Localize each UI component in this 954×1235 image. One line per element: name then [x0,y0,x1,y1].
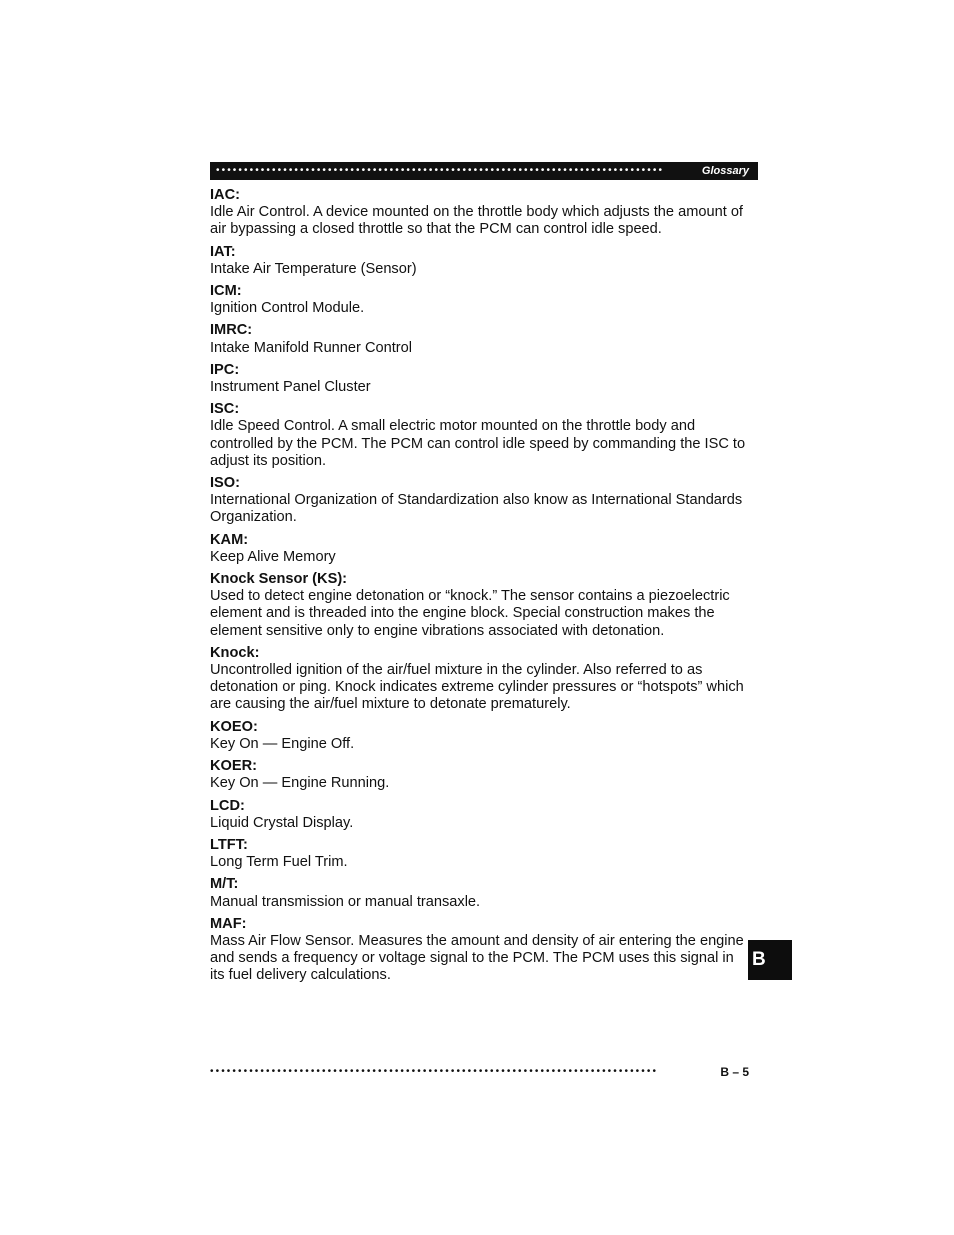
glossary-definition: Uncontrolled ignition of the air/fuel mixture in the cylinder. Also referred to as detonation or ping. Knock indicates extreme cylinder pressures or “hotspots” which are causing the air/fuel mixture to detonate prematurely. [210,662,744,713]
glossary-term: IAC: [210,187,240,203]
glossary-definition: Keep Alive Memory [210,548,336,565]
glossary-definition: Idle Air Control. A device mounted on the throttle body which adjusts the amount of air bypassing a closed throttle so that the PCM can control idle speed. [210,204,743,238]
glossary-term: ISO: [210,475,240,492]
section-header-bar [210,162,758,180]
glossary-entry [210,719,750,753]
glossary-term: KOER: [210,758,258,775]
glossary-entry [210,571,750,640]
glossary-definition: Ignition Control Module. [210,300,365,317]
glossary-entry [210,532,750,566]
glossary-term: IPC: [210,361,240,378]
glossary-term: Knock Sensor (KS): [210,571,348,588]
glossary-entry [210,244,750,278]
glossary-definition: Liquid Crystal Display. [210,814,354,831]
glossary-term: IAT: [210,243,236,260]
page-footer [210,1063,755,1081]
glossary-term: IMRC: [210,322,253,339]
glossary-term: LCD: [210,797,245,814]
glossary-term: KAM: [210,531,249,548]
glossary-definition: Intake Manifold Runner Control [210,339,412,356]
glossary-term: LTFT: [210,836,248,853]
glossary-list [210,187,750,990]
header-dot-leader: •••••••••••••••••••••••••••••••••••••••••••••••••••••••••••••••••••••••••••••••• [216,165,665,176]
glossary-entry [210,322,750,356]
glossary-definition: Instrument Panel Cluster [210,379,371,396]
glossary-definition: Long Term Fuel Trim. [210,854,348,871]
glossary-entry [210,876,750,910]
glossary-definition: International Organization of Standardization also know as International Standards Organization. [210,492,743,526]
glossary-term: ICM: [210,283,242,300]
glossary-term: M/T: [210,876,239,893]
glossary-definition: Intake Air Temperature (Sensor) [210,260,417,277]
glossary-definition: Used to detect engine detonation or “knock.” The sensor contains a piezoelectric element and is threaded into the engine block. Special construction makes the element sensitive only to engine vibrations associated with detonation. [210,588,730,639]
glossary-entry [210,837,750,871]
glossary-term: Knock: [210,644,260,661]
glossary-term: KOEO: [210,718,258,735]
glossary-entry [210,362,750,396]
glossary-entry [210,798,750,832]
section-title: Glossary [701,165,749,177]
glossary-entry [210,401,750,470]
glossary-entry [210,187,750,239]
glossary-definition: Mass Air Flow Sensor. Measures the amount and density of air entering the engine and sends a frequency or voltage signal to the PCM. The PCM uses this signal in its fuel delivery calculations. [210,932,744,984]
glossary-entry [210,475,750,527]
glossary-definition: Idle Speed Control. A small electric motor mounted on the throttle body and controlled by the PCM. The PCM can control idle speed by commanding the ISC to adjust its position. [210,418,746,469]
section-tab-marker: B [748,940,792,980]
glossary-definition: Key On — Engine Running. [210,775,390,792]
glossary-definition: Key On — Engine Off. [210,735,355,752]
glossary-entry [210,916,750,985]
page-number: B – 5 [720,1065,749,1079]
glossary-entry [210,283,750,317]
glossary-definition: Manual transmission or manual transaxle. [210,893,481,910]
glossary-entry [210,758,750,792]
glossary-term: ISC: [210,401,240,418]
glossary-term: MAF: [210,915,247,932]
footer-dot-leader: •••••••••••••••••••••••••••••••••••••••••••••••••••••••••••••••••••••••••••••••• [210,1066,659,1077]
glossary-entry [210,645,750,714]
